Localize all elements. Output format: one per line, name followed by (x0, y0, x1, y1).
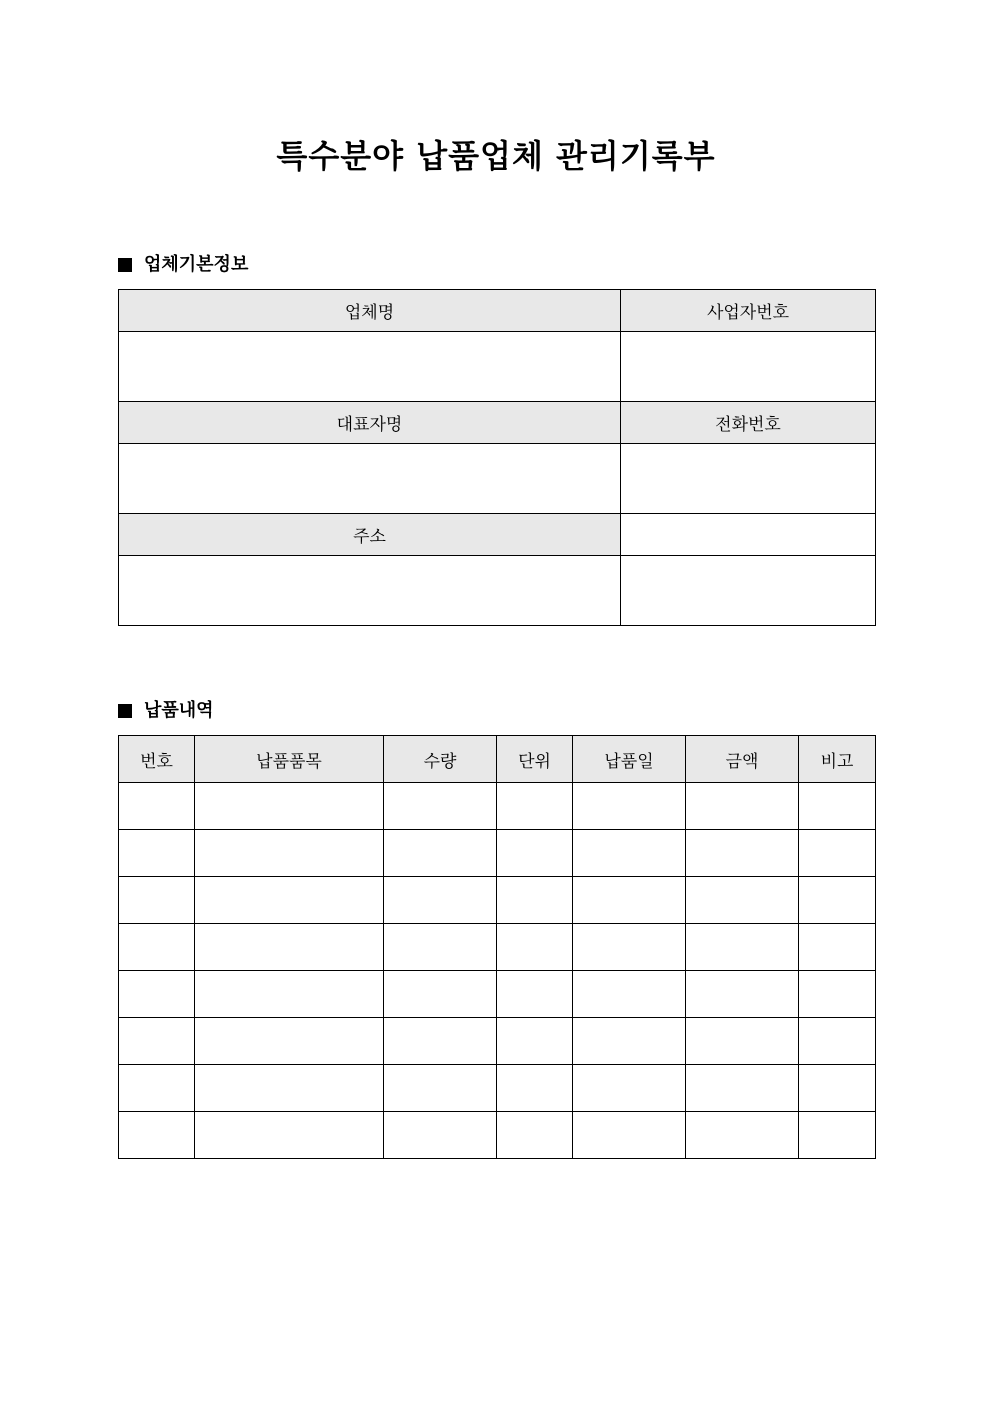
cell-amount[interactable] (686, 971, 799, 1018)
section-heading-label: 납품내역 (144, 700, 214, 721)
blank-field[interactable] (621, 556, 876, 626)
column-header-date: 납품일 (573, 736, 686, 783)
cell-date[interactable] (573, 783, 686, 830)
section-heading-label: 업체기본정보 (144, 254, 249, 275)
cell-item[interactable] (195, 971, 384, 1018)
cell-amount[interactable] (686, 783, 799, 830)
cell-amount[interactable] (686, 877, 799, 924)
cell-date[interactable] (573, 971, 686, 1018)
cell-item[interactable] (195, 1112, 384, 1159)
delivery-table (118, 735, 876, 1159)
cell-number[interactable] (119, 877, 195, 924)
cell-quantity[interactable] (384, 1065, 497, 1112)
address-label: 주소 (119, 514, 621, 556)
cell-item[interactable] (195, 830, 384, 877)
cell-unit[interactable] (497, 971, 573, 1018)
section-heading-company-info (118, 253, 248, 277)
column-header-amount: 금액 (686, 736, 799, 783)
cell-quantity[interactable] (384, 1112, 497, 1159)
table-header-row (119, 736, 876, 783)
square-bullet-icon (118, 258, 132, 272)
column-header-item: 납품품목 (195, 736, 384, 783)
table-row (119, 1018, 876, 1065)
cell-amount[interactable] (686, 1065, 799, 1112)
table-row (119, 1065, 876, 1112)
cell-remarks[interactable] (799, 924, 876, 971)
cell-date[interactable] (573, 924, 686, 971)
cell-unit[interactable] (497, 783, 573, 830)
cell-amount[interactable] (686, 1112, 799, 1159)
cell-unit[interactable] (497, 1065, 573, 1112)
cell-unit[interactable] (497, 1018, 573, 1065)
cell-date[interactable] (573, 877, 686, 924)
cell-number[interactable] (119, 783, 195, 830)
cell-unit[interactable] (497, 924, 573, 971)
column-header-quantity: 수량 (384, 736, 497, 783)
company-info-table (118, 289, 876, 626)
representative-field[interactable] (119, 444, 621, 514)
cell-quantity[interactable] (384, 1018, 497, 1065)
section-heading-delivery (118, 699, 214, 723)
cell-remarks[interactable] (799, 783, 876, 830)
cell-remarks[interactable] (799, 877, 876, 924)
cell-amount[interactable] (686, 1018, 799, 1065)
table-row (119, 783, 876, 830)
cell-date[interactable] (573, 1112, 686, 1159)
cell-item[interactable] (195, 783, 384, 830)
cell-quantity[interactable] (384, 924, 497, 971)
cell-remarks[interactable] (799, 1065, 876, 1112)
blank-cell (621, 514, 876, 556)
cell-item[interactable] (195, 1065, 384, 1112)
company-name-label: 업체명 (119, 290, 621, 332)
cell-unit[interactable] (497, 1112, 573, 1159)
cell-date[interactable] (573, 1018, 686, 1065)
cell-number[interactable] (119, 1112, 195, 1159)
cell-number[interactable] (119, 924, 195, 971)
cell-unit[interactable] (497, 830, 573, 877)
company-name-field[interactable] (119, 332, 621, 402)
business-number-field[interactable] (621, 332, 876, 402)
table-row (119, 924, 876, 971)
column-header-remarks: 비고 (799, 736, 876, 783)
phone-label: 전화번호 (621, 402, 876, 444)
cell-unit[interactable] (497, 877, 573, 924)
cell-amount[interactable] (686, 830, 799, 877)
cell-date[interactable] (573, 830, 686, 877)
cell-item[interactable] (195, 877, 384, 924)
representative-label: 대표자명 (119, 402, 621, 444)
cell-date[interactable] (573, 1065, 686, 1112)
cell-remarks[interactable] (799, 1018, 876, 1065)
address-field[interactable] (119, 556, 621, 626)
cell-remarks[interactable] (799, 830, 876, 877)
table-row (119, 830, 876, 877)
cell-item[interactable] (195, 1018, 384, 1065)
table-row (119, 877, 876, 924)
cell-quantity[interactable] (384, 877, 497, 924)
business-number-label: 사업자번호 (621, 290, 876, 332)
cell-quantity[interactable] (384, 830, 497, 877)
cell-number[interactable] (119, 830, 195, 877)
cell-quantity[interactable] (384, 783, 497, 830)
column-header-unit: 단위 (497, 736, 573, 783)
cell-remarks[interactable] (799, 1112, 876, 1159)
phone-field[interactable] (621, 444, 876, 514)
cell-item[interactable] (195, 924, 384, 971)
table-row (119, 1112, 876, 1159)
delivery-table-body (119, 783, 876, 1159)
square-bullet-icon (118, 704, 132, 718)
cell-remarks[interactable] (799, 971, 876, 1018)
cell-amount[interactable] (686, 924, 799, 971)
cell-number[interactable] (119, 971, 195, 1018)
cell-number[interactable] (119, 1065, 195, 1112)
column-header-number: 번호 (119, 736, 195, 783)
page-title: 특수분야 납품업체 관리기록부 (276, 137, 716, 175)
cell-quantity[interactable] (384, 971, 497, 1018)
cell-number[interactable] (119, 1018, 195, 1065)
table-row (119, 971, 876, 1018)
